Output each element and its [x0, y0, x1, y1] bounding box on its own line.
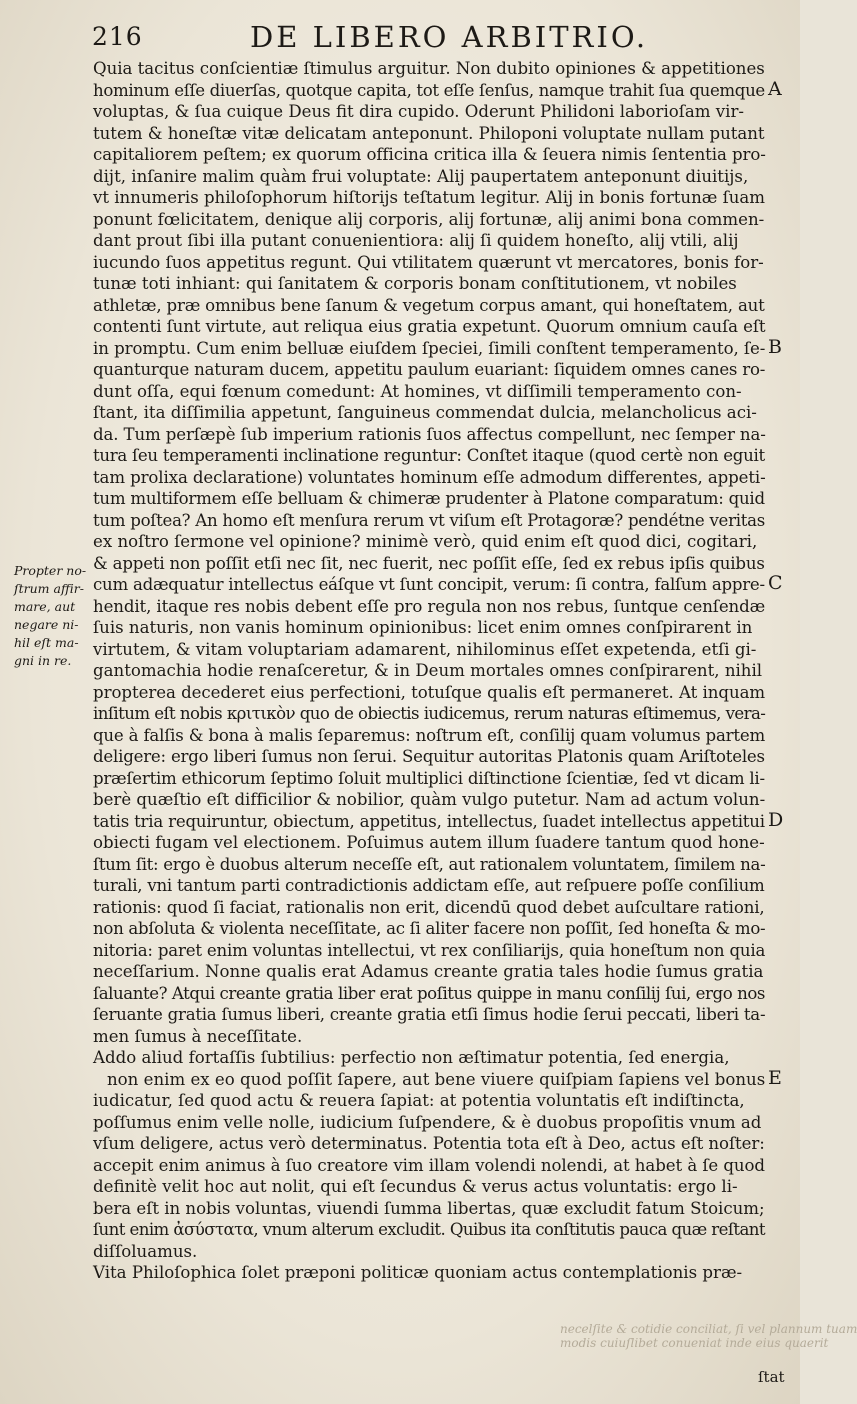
running-title: DE LIBERO ARBITRIO. [250, 20, 649, 54]
text-line: dant prout ſibi illa putant conuenientiora: alij ſi quidem honeſto, alij vtili, alij [93, 231, 739, 250]
text-line: inſitum eſt nobis κριτικὸν quo de obiectis iudicemus, rerum naturas eſtimemus, vera- [93, 704, 766, 723]
text-line: ponunt fœlicitatem, denique alij corporis, alij fortunæ, alij animi bona commen- [93, 209, 765, 229]
section-letter-a: A [768, 77, 782, 100]
text-line: tutem & honeſtæ vitæ delicatam anteponunt. Philoponi voluptate nullam putant [93, 123, 765, 143]
text-line: tunæ toti inhiant: qui ſanitatem & corporis bonam conſtitutionem, vt nobiles [93, 274, 737, 293]
text-line: ſtum ſit: ergo è duobus alterum neceſſe eſt, aut rationalem voluntatem, ſimilem na- [93, 854, 766, 874]
text-line: hominum eſſe diuerſas, quotque capita, tot eſſe ſenſus, namque trahit ſua quemque [93, 80, 765, 100]
text-line: obiecti fugam vel electionem. Poſuimus autem illum ſuadere tantum quod hone- [93, 833, 765, 852]
text-line: que à falſis & bona à malis ſeparemus: noſtrum eſt, conſilij quam volumus partem [93, 725, 766, 745]
text-line: Addo aliud fortaſſis ſubtilius: perfectio non æſtimatur potentia, ſed energia, [93, 1048, 730, 1067]
text-line: accepit enim animus à ſuo creatore vim illam volendi nolendi, at habet à ſe quod [93, 1155, 765, 1175]
text-line: in promptu. Cum enim belluæ eiuſdem ſpeciei, ſimili conſtent temperamento, ſe- [93, 338, 766, 358]
text-line: vt innumeris philoſophorum hiſtorijs teſtatum legitur. Alij in bonis fortunæ ſuam [93, 188, 765, 207]
text-line: definitè velit hoc aut nolit, qui eſt ſecundus & verus actus voluntatis: ergo li- [93, 1177, 738, 1196]
text-line: non abſoluta & violenta neceſſitate, ac ſi aliter facere non poſſit, ſed honeſta & mo- [93, 919, 766, 938]
text-line: dunt oſſa, equi fœnum comedunt: At homines, vt diſſimili temperamento con- [93, 381, 742, 401]
text-line: propterea decederet eius perfectioni, totuſque qualis eſt permaneret. At inquam [93, 682, 766, 702]
text-line: berè quæſtio eſt difficilior & nobilior, quàm vulgo putetur. Nam ad actum volun- [93, 790, 766, 809]
text-line: vſum deligere, actus verò determinatus. Potentia tota eſt à Deo, actus eſt noſter: [93, 1134, 765, 1153]
marginal-note [14, 562, 94, 670]
section-letter-d: D [768, 808, 784, 831]
text-line: ſuis naturis, non vanis hominum opinionibus: licet enim omnes conſpirarent in [93, 618, 753, 637]
text-line: turali, vni tantum parti contradictionis addictam eſſe, aut reſpuere poſſe conſilium [93, 876, 765, 895]
text-line: cum adæquatur intellectus eáſque vt ſunt concipit, verum: ſi contra, falſum appre- [93, 575, 765, 594]
text-line: contenti ſunt virtute, aut reliqua eius gratia expetunt. Quorum omnium cauſa eſt [93, 317, 766, 336]
page-number: 216 [92, 22, 143, 51]
margin-note-line: mare, aut [14, 599, 76, 614]
text-line: tum multiformem eſſe belluam & chimeræ prudenter à Platone comparatum: quid [93, 489, 765, 508]
section-letter-b: B [768, 335, 782, 358]
main-text-block [93, 58, 765, 1284]
text-line: athletæ, præ omnibus bene ſanum & vegetum corpus amant, qui honeſtatem, aut [93, 295, 765, 315]
text-line: tatis tria requiruntur, obiectum, appetitus, intellectus, ſuadet intellectus appetitui [93, 811, 765, 831]
text-line: tam prolixa declaratione) voluntates hominum eſſe admodum differentes, appeti- [93, 467, 766, 487]
text-line: iudicatur, ſed quod actu & reuera ſapiat: at potentia voluntatis eſt indiſtincta, [93, 1091, 745, 1110]
text-line: poſſumus enim velle nolle, iudicium ſuſpendere, & è duobus propoſitis vnum ad [93, 1112, 762, 1132]
text-line: ſeruante gratia ſumus liberi, creante gratia etſi ſimus hodie ſerui peccati, liberi ta- [93, 1005, 766, 1024]
text-line: ex noſtro ſermone vel opinione? minimè verò, quid enim eſt quod dici, cogitari, [93, 532, 758, 551]
text-line: bera eſt in nobis voluntas, viuendi ſumma libertas, quæ excludit fatum Stoicum; [93, 1198, 765, 1218]
text-line: Quia tacitus conſcientiæ ſtimulus arguitur. Non dubito opiniones & appetitiones [93, 59, 765, 78]
text-line: da. Tum perſæpè ſub imperium rationis ſuos affectus compellunt, nec ſemper na- [93, 424, 766, 444]
text-line: diſſoluamus. [93, 1241, 198, 1261]
text-line: neceſſarium. Nonne qualis erat Adamus creante gratia tales hodie ſumus gratia [93, 962, 764, 981]
section-letter-c: C [768, 572, 783, 594]
bleed-through-text [560, 1322, 857, 1350]
margin-note-line: Propter no- [14, 563, 87, 578]
text-line: & appeti non poſſit etſi nec ſit, nec fuerit, nec poſſit eſſe, ſed ex rebus ipſis quibus [93, 553, 765, 573]
text-line: hendit, itaque res nobis debent eſſe pro regula non nos rebus, ſuntque cenſendæ [93, 596, 766, 616]
margin-note-line: ſtrum affir- [14, 581, 85, 596]
text-line: capitaliorem peſtem; ex quorum officina critica illa & ſeuera nimis ſententia pro- [93, 145, 766, 164]
margin-note-line: negare ni- [14, 617, 79, 632]
text-line: nitoria: paret enim voluntas intellectui, vt rex conſiliarijs, quia honeſtum non quia [93, 940, 766, 960]
text-line: ſunt enim ἀσύστατα, vnum alterum excludit. Quibus ita conſtitutis pauca quæ reſtant [93, 1220, 765, 1239]
bleed-through-line: modis cuiuſlibet conueniat inde eius quaerit [560, 1336, 829, 1350]
text-line: ſaluante? Atqui creante gratia liber erat poſitus quippe in manu conſilij ſui, ergo nos [93, 983, 766, 1003]
text-line: rationis: quod ſi faciat, rationalis non erit, dicendū quod debet auſcultare rationi, [93, 897, 765, 917]
text-line: virtutem, & vitam voluptariam adamarent, nihilominus eſſet expetenda, etſi gi- [93, 639, 757, 659]
margin-note-line: hil eſt ma- [14, 635, 79, 650]
text-line: ſtant, ita diſſimilia appetunt, ſanguineus commendat dulcia, melancholicus aci- [93, 403, 757, 422]
text-line: tum poſtea? An homo eſt menſura rerum vt viſum eſt Protagoræ? pendétne veritas [93, 510, 765, 530]
text-line: quanturque naturam ducem, appetitu paulum euariant: ſiquidem omnes canes ro- [93, 360, 766, 379]
section-letter-e: E [768, 1066, 782, 1089]
text-line: tura ſeu temperamenti inclinatione reguntur: Conſtet itaque (quod certè non eguit [93, 446, 765, 465]
text-line: voluptas, & ſua cuique Deus fit dira cupido. Oderunt Philidoni laborioſam vir- [93, 102, 745, 121]
text-line: non enim ex eo quod poſſit ſapere, aut bene viuere quiſpiam ſapiens vel bonus [107, 1069, 766, 1089]
text-line: men ſumus à neceſſitate. [93, 1026, 303, 1046]
text-line: iucundo ſuos appetitus regunt. Qui vtilitatem quærunt vt mercatores, bonis for- [93, 252, 764, 272]
bleed-through-line: necelſite & cotidie conciliat, ſi vel plannum tuam [560, 1322, 857, 1336]
text-line: præſertim ethicorum ſeptimo ſoluit multiplici diſtinctione ſcientiæ, ſed vt dicam li- [93, 768, 765, 788]
catchword: ſtat [758, 1368, 785, 1386]
text-line: Vita Philoſophica ſolet præponi politicæ quoniam actus contemplationis præ- [93, 1263, 743, 1282]
text-line: dijt, inſanire malim quàm frui voluptate: Alij paupertatem anteponunt diuitijs, [93, 166, 749, 186]
text-line: gantomachia hodie renaſceretur, & in Deum mortales omnes conſpirarent, nihil [93, 661, 763, 680]
margin-note-line: gni in re. [14, 653, 72, 668]
text-line: deligere: ergo liberi ſumus non ſerui. Sequitur autoritas Platonis quam Ariſtoteles [93, 747, 765, 766]
page-header [90, 20, 780, 54]
